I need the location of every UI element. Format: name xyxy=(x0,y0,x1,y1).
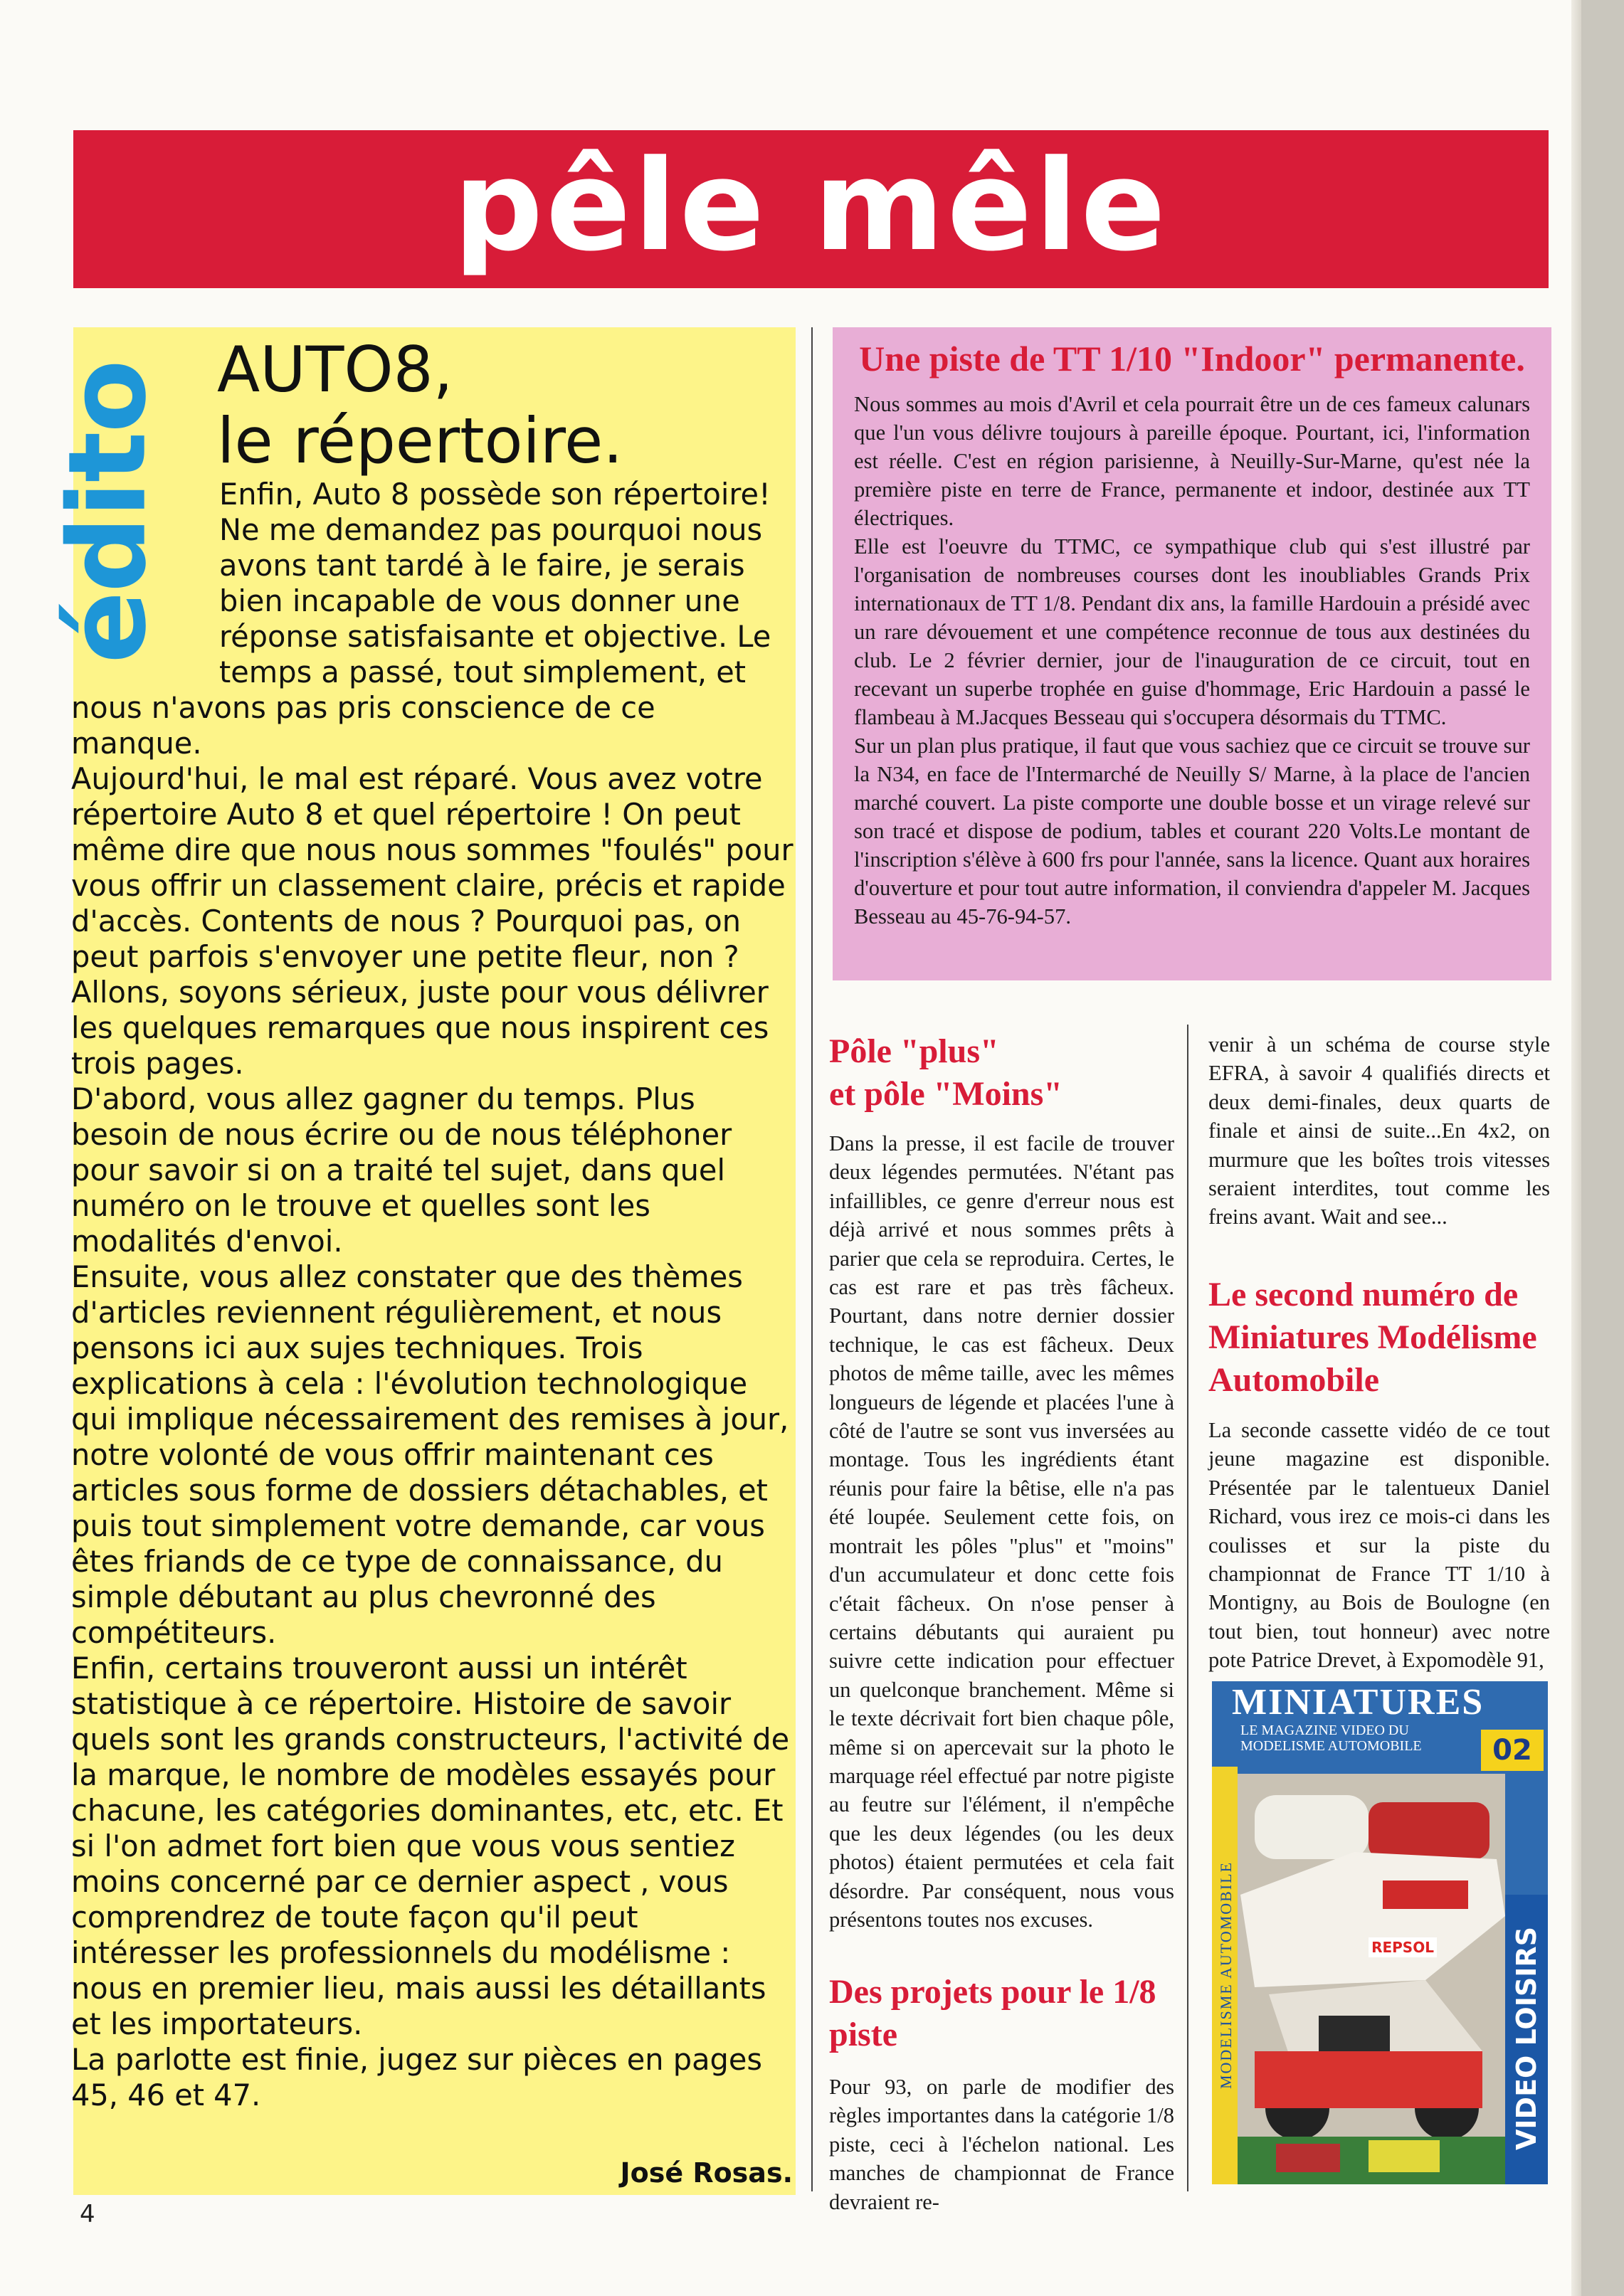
miniatures-title-line2: Miniatures Modélisme xyxy=(1208,1318,1537,1356)
section-banner xyxy=(73,130,1549,288)
edito-label: édito xyxy=(46,361,170,664)
cover-title: MINIATURES xyxy=(1232,1682,1485,1723)
cover-subtitle: LE MAGAZINE VIDEO DU MODELISME AUTOMOBILE xyxy=(1240,1723,1422,1754)
projets-title-line1: Des projets pour le 1/8 xyxy=(829,1973,1156,2011)
page-fold xyxy=(1571,0,1581,2296)
cover-spine-left xyxy=(1212,1767,1238,2184)
edito-title-line2: le répertoire. xyxy=(217,404,623,477)
edito-spacer xyxy=(71,477,219,690)
edito-paragraph: La parlotte est finie, jugez sur pièces en pages 45, 46 et 47. xyxy=(71,2042,762,2112)
edito-paragraph: Aujourd'hui, le mal est réparé. Vous avez votre répertoire Auto 8 et quel répertoire ! On peut même dire que nous nous sommes "foulés" pour vous offrir un classement claire, précis et rapide d'accès. Contents de nous ? Pourquoi pas, on peut parfois s'envoyer une petite fleur, non ? xyxy=(71,761,793,974)
edito-paragraph: D'abord, vous allez gagner du temps. Plus besoin de nous écrire ou de nous téléphoner pour savoir si on a traité tel sujet, dans quel numéro on le trouve et quelles sont les modalités d'envoi. xyxy=(71,1081,732,1259)
piste-paragraph: Nous sommes au mois d'Avril et cela pourrait être un de ces fameux calunars que l'un vous délivre toujours à pareille époque. Pourtant, ici, l'information est réelle. C'est en région parisienne, à Neuilly-Sur-Marne, qu'est née la première piste en terre de France, permanente et indoor, destinée aux TT électriques. xyxy=(854,392,1530,530)
miniatures-article-title xyxy=(1208,1274,1550,1402)
cover-spine-right-text: VIDEO LOISIRS xyxy=(1511,1926,1542,2151)
edito-signature: José Rosas. xyxy=(620,2157,793,2189)
projets-article-title xyxy=(829,1971,1185,2056)
edito-paragraph: Enfin, certains trouveront aussi un intérêt statistique à ce répertoire. Histoire de savoir quels sont les grands constructeurs, l'activité de la marque, le nombre de modèles essayés pour chacune, les catégories dominantes, etc, etc. Et si l'on admet fort bien que vous vous sentiez moins concerné par ce dernier aspect , vous comprendrez de toute façon qu'il peut intéresser les professionnels du modélisme : nous en premier lieu, mais aussi les détaillants et les importateurs. xyxy=(71,1651,790,2041)
pole-article-title xyxy=(829,1030,1185,1116)
piste-article-body xyxy=(854,390,1530,931)
magazine-cover-image xyxy=(1212,1681,1548,2184)
column-divider xyxy=(1187,1025,1188,2191)
piste-article-title: Une piste de TT 1/10 "Indoor" permanente. xyxy=(859,339,1525,379)
pole-title-line2: et pôle "Moins" xyxy=(829,1075,1063,1113)
section-title: pêle mêle xyxy=(453,133,1169,279)
pole-title-line1: Pôle "plus" xyxy=(829,1032,999,1070)
cover-issue-number: 02 xyxy=(1481,1730,1544,1771)
projets-article-text-continued: venir à un schéma de course style EFRA, à savoir 4 qualifiés directs et deux demi-finales, deux quarts de finale et ainsi de suite...En 4x2, on murmure que les boîtes trois vitesses seraient interdites, tout comme les freins avant. Wait and see... xyxy=(1208,1032,1550,1229)
edito-paragraph: Allons, soyons sérieux, juste pour vous délivrer les quelques remarques que nous inspirent ces trois pages. xyxy=(71,975,769,1081)
cover-spine-left-text: MODELISME AUTOMOBILE xyxy=(1217,1861,1235,2090)
page-edge xyxy=(1581,0,1624,2296)
miniatures-article-text: La seconde cassette vidéo de ce tout jeune magazine est disponible. Présentée par le talentueux Daniel Richard, vous irez ce mois-ci dans les coulisses et sur la piste du championnat de France TT 1/10 à Montigny, au Bois de Boulogne (en tout bien, tout honneur) avec notre pote Patrice Drevet, à Expomodèle 91, xyxy=(1208,1418,1550,1673)
cover-spine-right xyxy=(1505,1895,1548,2184)
edito-paragraph: Enfin, Auto 8 possède son répertoire! Ne me demandez pas pourquoi nous avons tant tardé à le faire, je serais bien incapable de vous donner une réponse satisfaisante et objective. Le temps a passé, tout simplement, et nous n'avons pas pris conscience de ce manque. xyxy=(71,477,771,761)
edito-title-line1: AUTO8, xyxy=(217,333,453,406)
piste-paragraph: Sur un plan plus pratique, il faut que vous sachiez que ce circuit se trouve sur la N34, en face de l'Intermarché de Neuilly S/ Marne, à la place de l'ancien marché couvert. La piste comporte une double bosse et un virage relevé sur son tracé et dispose de podium, tables et courant 220 Volts.Le montant de l'inscription s'élève à 600 frs pour l'année, sans la licence. Quant aux horaires d'ouverture et pour tout autre information, il conviendra d'appeler M. Jacques Besseau au 45-76-94-57. xyxy=(854,734,1530,929)
page-number: 4 xyxy=(80,2200,95,2228)
column-divider xyxy=(811,327,813,2191)
miniatures-title-line1: Le second numéro de xyxy=(1208,1276,1519,1313)
projets-article-text: Pour 93, on parle de modifier des règles importantes dans la catégorie 1/8 piste, ceci à l'échelon national. Les manches de championnat de France devraient re- xyxy=(829,2075,1174,2214)
projets-title-line2: piste xyxy=(829,2016,897,2053)
miniatures-title-line3: Automobile xyxy=(1208,1361,1379,1399)
pole-article-text: Dans la presse, il est facile de trouver deux légendes permutées. N'étant pas infaillibles, ce genre d'erreur nous est déjà arrivé et nous sommes prêts à parier que cela se reproduira. Certes, le cas est rare et pas très fâcheux. Pourtant, dans notre dernier dossier technique, le cas est fâcheux. Deux photos de même taille, avec les mêmes longueurs de légende et placées l'une à côté de l'autre se sont vus inversées au montage. Tous les ingrédients étant réunis pour faire la bêtise, elle n'a pas été loupée. Seulement cette fois, on montrait les pôles "plus" et "moins" d'un accumulateur et donc cette fois c'était fâcheux. On n'ose penser à certains débutants qui auraient pu suivre cette indication pour effectuer un quelconque branchement. Même si le texte décrivait fort bien chaque pôle, même si on apercevait sur la photo le marquage réel effectué par notre pigiste au feutre sur l'élément, il n'empêche que les deux légendes (ou les deux photos) étaient permutées et cela fait désordre. Par conséquent, nous vous présentons toutes nos excuses. xyxy=(829,1131,1174,1932)
cover-sponsor-logo: REPSOL xyxy=(1369,1937,1437,1957)
piste-paragraph: Elle est l'oeuvre du TTMC, ce sympathique club qui s'est illustré par l'organisation de nombreuses courses dont les inoubliables Grands Prix internationaux de TT 1/8. Pendant dix ans, la famille Hardouin a présidé avec un rare dévouement et une compétence reconnue de tous aux destinées du club. Le 2 février dernier, jour de l'inauguration de ce circuit, tout en recevant un superbe trophée en guise d'hommage, Eric Hardouin a passé le flambeau à M.Jacques Besseau qui s'occupera désormais du TTMC. xyxy=(854,534,1530,729)
edito-paragraph: Ensuite, vous allez constater que des thèmes d'articles reviennent régulièrement, et nous pensons ici aux sujes techniques. Trois explications à cela : l'évolution technologique qui implique nécessairement des remises à jour, notre volonté de vous offrir maintenant ces articles sous forme de dossiers détachables, et puis tout simplement votre demande, car vous êtes friands de ce type de connaissance, du simple débutant au plus chevronné des compétiteurs. xyxy=(71,1259,789,1650)
edito-body xyxy=(71,477,793,2113)
edito-title xyxy=(217,334,779,477)
